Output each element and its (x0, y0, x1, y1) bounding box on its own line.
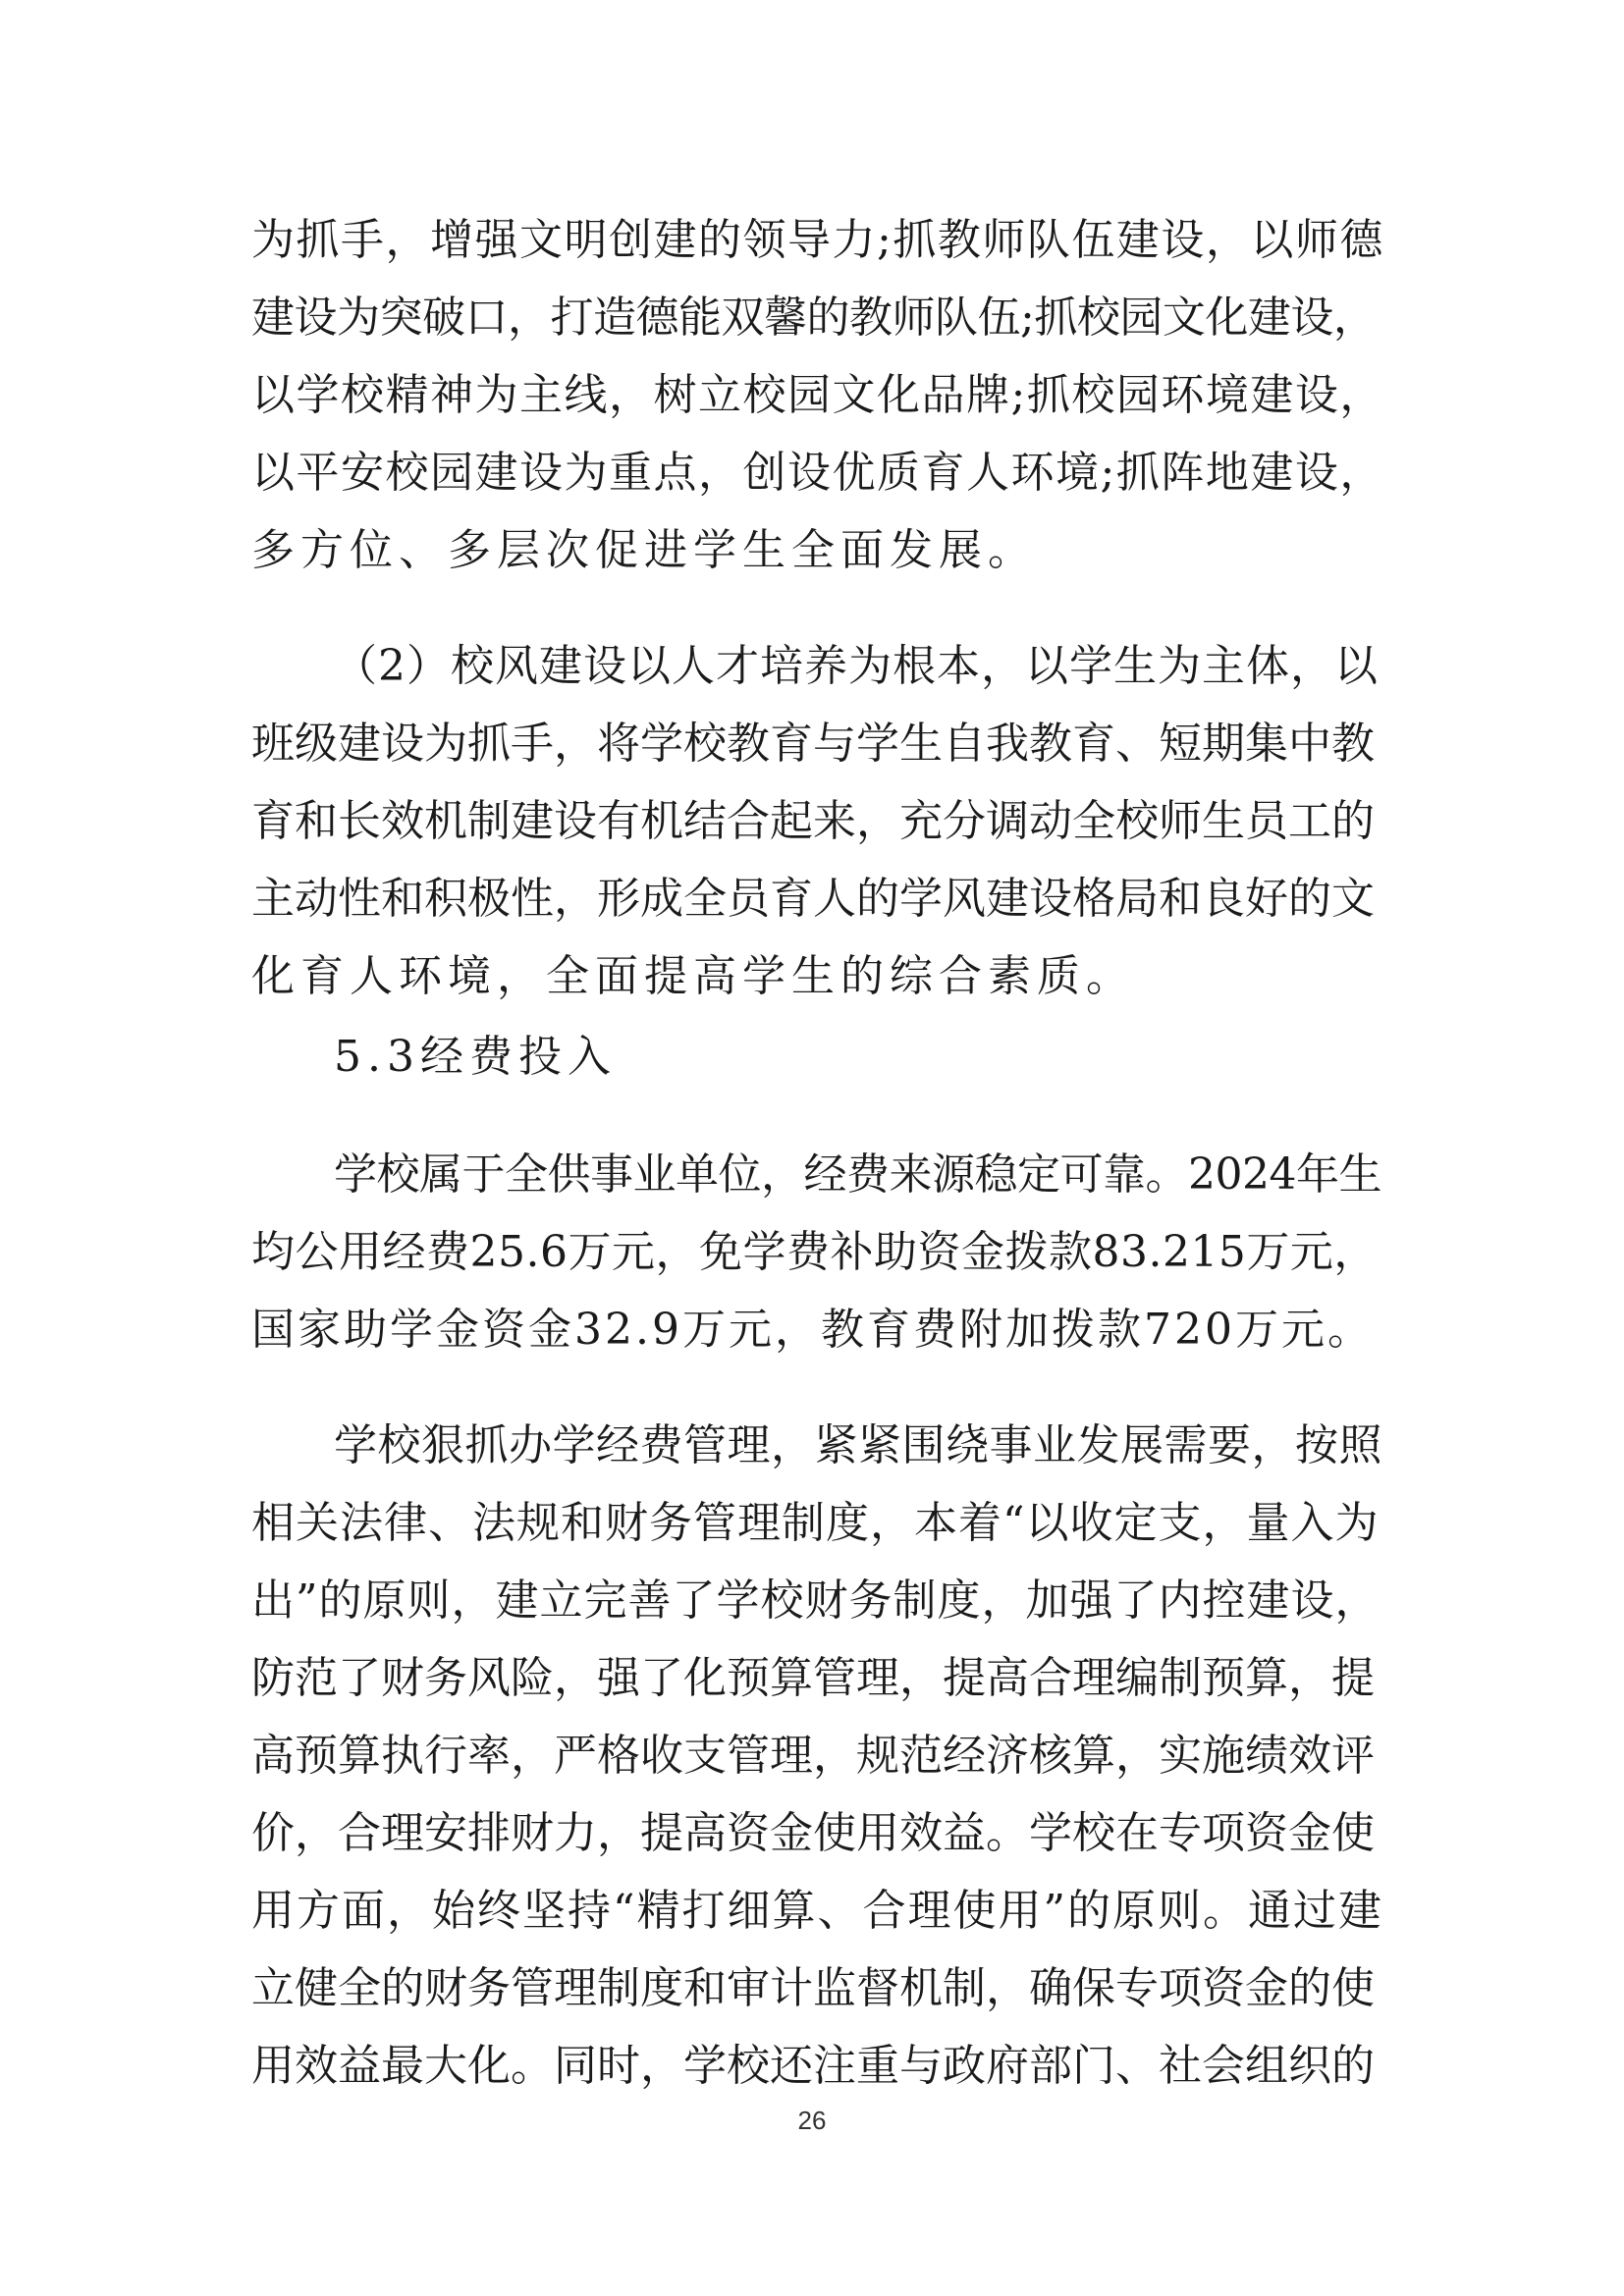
text-line: 化育人环境，全面提高学生的综合素质。 (251, 951, 1135, 1001)
paragraph-first-line: （2）校风建设以人才培养为根本，以学生为主体，以 (334, 641, 1379, 691)
text-line: 防范了财务风险，强了化预算管理，提高合理编制预算，提 (251, 1653, 1375, 1703)
text-line: 国家助学金资金32.9万元，教育费附加拨款720万元。 (251, 1305, 1374, 1355)
text-line: 用效益最大化。同时，学校还注重与政府部门、社会组织的 (251, 2041, 1375, 2091)
text-line: 建设为突破口，打造德能双馨的教师队伍;抓校园文化建设， (251, 293, 1377, 343)
text-line: 以平安校园建设为重点，创设优质育人环境;抓阵地建设， (251, 448, 1384, 498)
section-heading: 5.3经费投入 (334, 1032, 617, 1082)
text-line: 相关法律、法规和财务管理制度，本着“以收定支，量入为 (251, 1498, 1380, 1548)
text-line: 主动性和积极性，形成全员育人的学风建设格局和良好的文 (251, 874, 1375, 924)
text-line: 均公用经费25.6万元，免学费补助资金拨款83.215万元， (251, 1227, 1378, 1277)
text-line: 班级建设为抓手，将学校教育与学生自我教育、短期集中教 (251, 719, 1375, 769)
text-line: 以学校精神为主线，树立校园文化品牌;抓校园环境建设， (251, 370, 1384, 420)
text-line: 为抓手，增强文明创建的领导力;抓教师队伍建设，以师德 (251, 215, 1384, 265)
paragraph-first-line: 学校狠抓办学经费管理，紧紧围绕事业发展需要，按照 (334, 1420, 1382, 1470)
text-line: 多方位、多层次促进学生全面发展。 (251, 525, 1037, 575)
text-line: 育和长效机制建设有机结合起来，充分调动全校师生员工的 (251, 796, 1375, 846)
text-line: 立健全的财务管理制度和审计监督机制，确保专项资金的使 (251, 1963, 1375, 2013)
text-line: 用方面，始终坚持“精打细算、合理使用”的原则。通过建 (251, 1886, 1383, 1936)
paragraph-first-line: 学校属于全供事业单位，经费来源稳定可靠。2024年生 (334, 1149, 1381, 1200)
page-number: 26 (797, 2106, 827, 2135)
text-line: 高预算执行率，严格收支管理，规范经济核算，实施绩效评 (251, 1731, 1375, 1781)
text-line: 出”的原则，建立完善了学校财务制度，加强了内控建设， (251, 1575, 1380, 1626)
text-line: 价，合理安排财力，提高资金使用效益。学校在专项资金使 (251, 1808, 1375, 1858)
